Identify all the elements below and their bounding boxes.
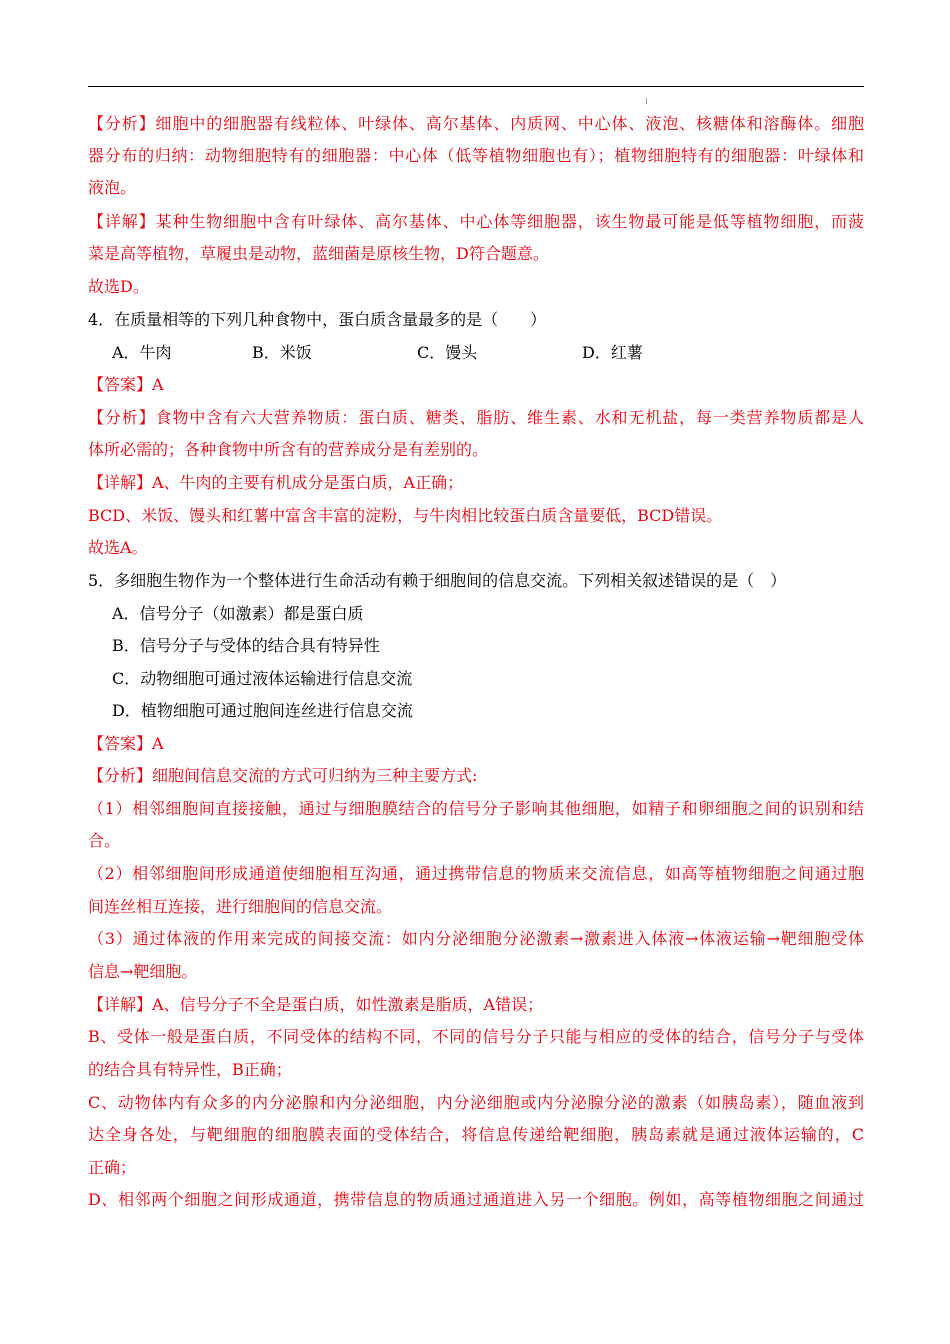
q3-detail-line-2: 菜是高等植物，草履虫是动物，蓝细菌是原核生物，D符合题意。 bbox=[88, 244, 549, 263]
header-tick bbox=[646, 98, 647, 104]
q5-detail-line-7: D、相邻两个细胞之间形成通道，携带信息的物质通过通道进入另一个细胞。例如，高等植物细胞之间通过 bbox=[88, 1190, 864, 1209]
q3-analysis-line-3: 液泡。 bbox=[88, 178, 137, 197]
q4-analysis-line-1: 【分析】食物中含有六大营养物质：蛋白质、糖类、脂肪、维生素、水和无机盐，每一类营养物质都是人 bbox=[88, 408, 864, 427]
q5-analysis-line-3: 合。 bbox=[88, 831, 121, 850]
q4-option-a: A．牛肉 bbox=[112, 343, 172, 362]
q5-analysis-line-6: （3）通过体液的作用来完成的间接交流：如内分泌细胞分泌激素→激素进入体液→体液运输→靶细胞受体 bbox=[88, 929, 864, 948]
q4-options bbox=[112, 340, 812, 366]
q3-detail-line-1: 【详解】某种生物细胞中含有叶绿体、高尔基体、中心体等细胞器，该生物最可能是低等植物细胞，而菠 bbox=[88, 212, 864, 231]
header-rule bbox=[88, 86, 864, 87]
q4-option-d: D．红薯 bbox=[582, 343, 643, 362]
q5-analysis-line-1: 【分析】细胞间信息交流的方式可归纳为三种主要方式: bbox=[88, 766, 478, 785]
q3-analysis-line-2: 器分布的归纳：动物细胞特有的细胞器：中心体（低等植物细胞也有）；植物细胞特有的细胞器：叶绿体和 bbox=[88, 146, 864, 165]
q5-detail-line-2: B、受体一般是蛋白质，不同受体的结构不同，不同的信号分子只能与相应的受体的结合，信号分子与受体 bbox=[88, 1027, 864, 1046]
q5-detail-line-4: C、动物体内有众多的内分泌腺和内分泌细胞，内分泌细胞或内分泌腺分泌的激素（如胰岛素），随血液到 bbox=[88, 1093, 864, 1112]
q5-detail-line-6: 正确； bbox=[88, 1158, 137, 1177]
q5-detail-line-5: 达全身各处，与靶细胞的细胞膜表面的受体结合，将信息传递给靶细胞，胰岛素就是通过液体运输的，C bbox=[88, 1125, 864, 1144]
q5-analysis-line-7: 信息→靶细胞。 bbox=[88, 962, 198, 981]
q4-option-b: B．米饭 bbox=[252, 343, 312, 362]
q4-detail-line-1: 【详解】A、牛肉的主要有机成分是蛋白质，A正确； bbox=[88, 473, 464, 492]
q4-stem: 4．在质量相等的下列几种食物中，蛋白质含量最多的是（ ） bbox=[88, 310, 547, 329]
q4-answer: 【答案】A bbox=[88, 375, 164, 394]
q5-analysis-line-2: （1）相邻细胞间直接接触，通过与细胞膜结合的信号分子影响其他细胞，如精子和卵细胞之间的识别和结 bbox=[88, 799, 864, 818]
q4-detail-line-2: BCD、米饭、馒头和红薯中富含丰富的淀粉，与牛肉相比较蛋白质含量要低，BCD错误。 bbox=[88, 506, 723, 525]
q5-detail-line-3: 的结合具有特异性，B正确； bbox=[88, 1060, 292, 1079]
q5-option-d: D．植物细胞可通过胞间连丝进行信息交流 bbox=[112, 701, 413, 720]
q5-option-b: B．信号分子与受体的结合具有特异性 bbox=[112, 636, 380, 655]
q4-analysis-line-2: 体所必需的；各种食物中所含有的营养成分是有差别的。 bbox=[88, 440, 489, 459]
q3-analysis-line-1: 【分析】细胞中的细胞器有线粒体、叶绿体、高尔基体、内质网、中心体、液泡、核糖体和溶酶体。细胞 bbox=[88, 114, 864, 133]
q4-conclusion: 故选A。 bbox=[88, 538, 148, 557]
q5-answer: 【答案】A bbox=[88, 734, 164, 753]
q5-analysis-line-4: （2）相邻细胞间形成通道使细胞相互沟通，通过携带信息的物质来交流信息，如高等植物细胞之间通过胞 bbox=[88, 864, 864, 883]
q5-detail-line-1: 【详解】A、信号分子不全是蛋白质，如性激素是脂质，A错误； bbox=[88, 995, 544, 1014]
q5-stem: 5．多细胞生物作为一个整体进行生命活动有赖于细胞间的信息交流。下列相关叙述错误的是（ ） bbox=[88, 571, 787, 590]
q5-option-a: A．信号分子（如激素）都是蛋白质 bbox=[112, 604, 364, 623]
q5-analysis-line-5: 间连丝相互连接，进行细胞间的信息交流。 bbox=[88, 897, 393, 916]
q4-option-c: C．馒头 bbox=[417, 343, 478, 362]
q3-conclusion: 故选D。 bbox=[88, 277, 149, 296]
q5-option-c: C．动物细胞可通过液体运输进行信息交流 bbox=[112, 669, 413, 688]
